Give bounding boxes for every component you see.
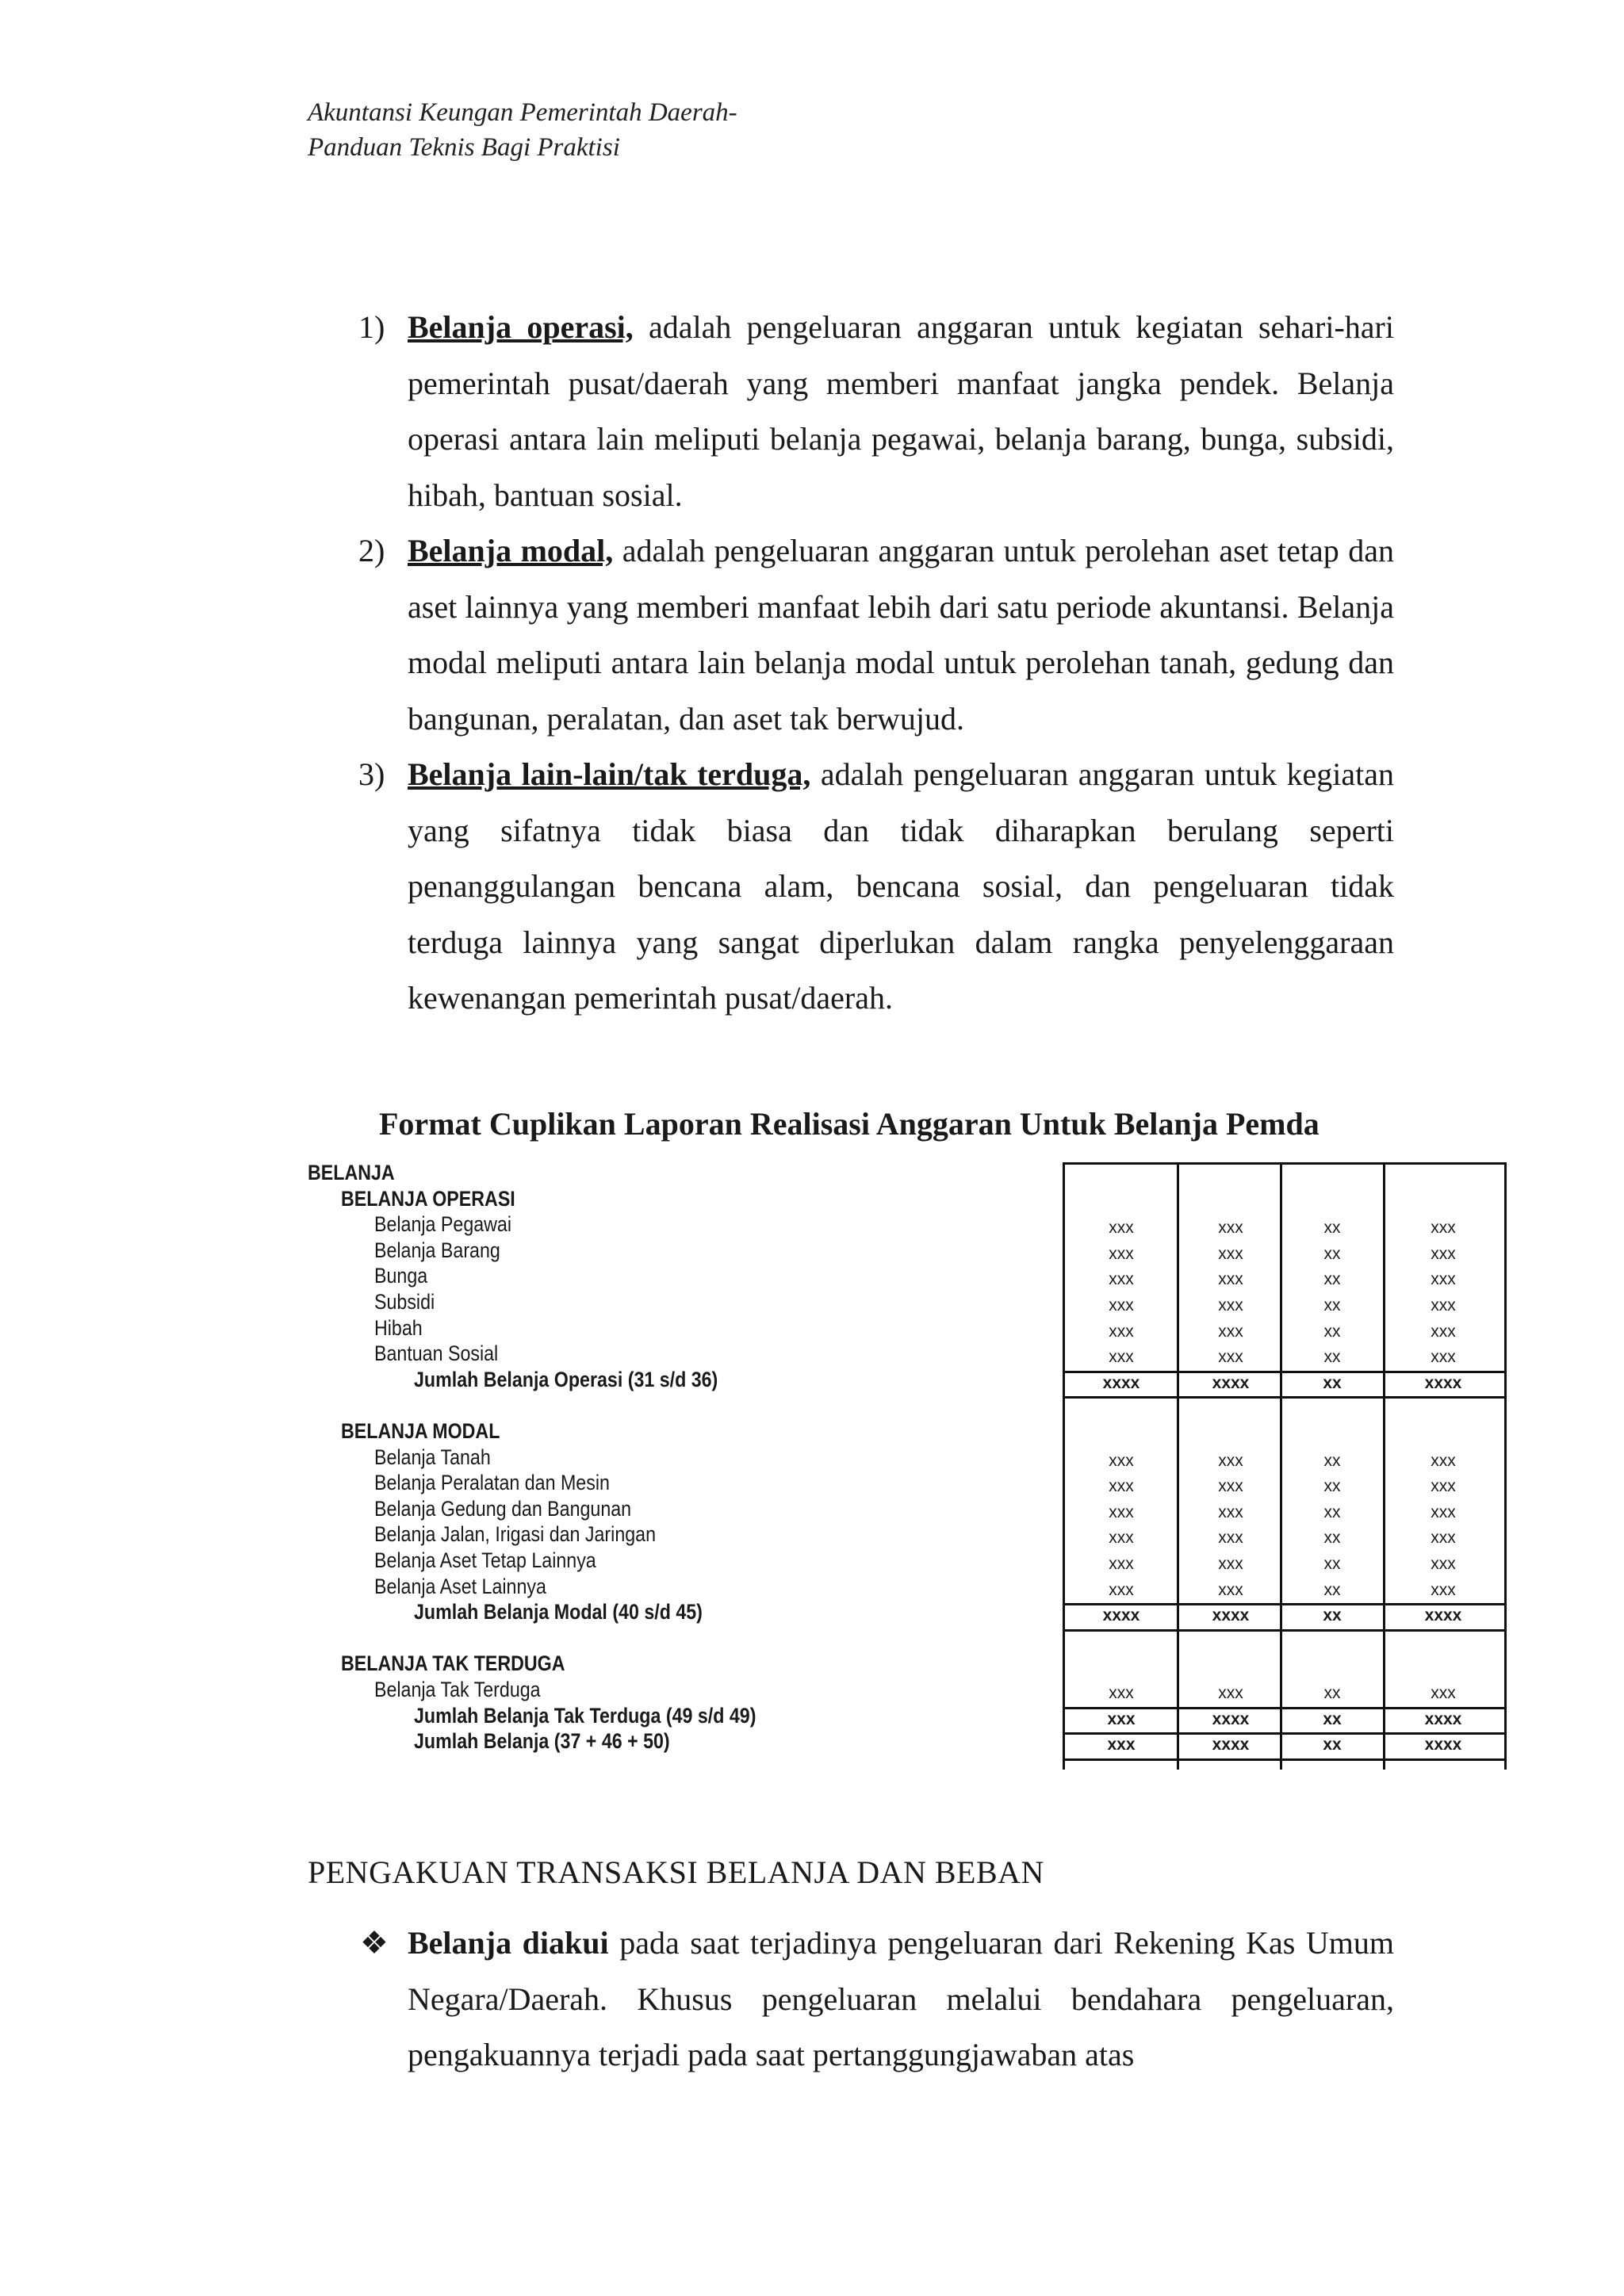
list-number: 1) (358, 309, 385, 345)
table-value-cell: xxxx (1424, 1709, 1462, 1728)
table-value-cell: xxx (1431, 1244, 1456, 1263)
table-total-label: Jumlah Belanja (37 + 46 + 50) (414, 1729, 670, 1754)
table-value-cell: xx (1323, 1244, 1341, 1263)
table-value-cell: xxx (1431, 1219, 1456, 1238)
bullet-bold-term: Belanja diakui (408, 1925, 609, 1961)
table-row-label: Belanja Barang (374, 1238, 500, 1262)
table-row-label: Subsidi (374, 1290, 435, 1314)
list-number: 2) (358, 533, 385, 568)
table-row-label: Belanja Aset Lainnya (374, 1574, 546, 1598)
table-total-rule (1063, 1732, 1507, 1735)
table-value-cell: xxx (1109, 1477, 1134, 1496)
table-value-cell: xx (1323, 1348, 1341, 1367)
table-total-rule (1063, 1371, 1507, 1373)
table-total-rule (1063, 1603, 1507, 1605)
table-value-cell: xxx (1109, 1348, 1134, 1367)
table-total-label: Jumlah Belanja Operasi (31 s/d 36) (414, 1367, 718, 1391)
table-value-cell: xxx (1218, 1270, 1243, 1289)
table-row-label: Belanja Tak Terduga (374, 1678, 541, 1701)
table-value-cell: xx (1323, 1709, 1342, 1728)
table-value-cell: xxx (1218, 1580, 1243, 1599)
table-value-cell: xx (1323, 1606, 1342, 1625)
bullet-paragraph (358, 1915, 1394, 2084)
table-value-cell: xxxx (1212, 1735, 1250, 1755)
table-value-cell: xxx (1431, 1451, 1456, 1470)
table-row-label: Belanja Aset Tetap Lainnya (374, 1548, 596, 1572)
table-total-label: Jumlah Belanja Modal (40 s/d 45) (414, 1600, 703, 1624)
table-value-cell: xx (1323, 1451, 1341, 1470)
table-value-cell: xxx (1109, 1322, 1134, 1341)
list-term: Belanja lain-lain/tak terduga, (408, 756, 811, 792)
table-value-cell: xxx (1109, 1270, 1134, 1289)
report-value-grid (1063, 1162, 1507, 1770)
table-value-cell: xxx (1109, 1244, 1134, 1263)
list-number: 3) (358, 756, 385, 792)
table-value-cell: xxx (1218, 1451, 1243, 1470)
table-value-cell: xxx (1431, 1322, 1456, 1341)
table-value-cell: xxx (1109, 1451, 1134, 1470)
table-value-cell: xxx (1218, 1477, 1243, 1496)
table-value-cell: xx (1323, 1580, 1341, 1599)
list-text: adalah pengeluaran anggaran untuk kegiatan yang sifatnya tidak biasa dan tidak diharapkan berulang seperti penanggulangan bencana alam, bencana sosial, dan pengeluaran tidak terduga lainnya yang sangat diperlukan dalam rangka penyelenggaraan kewenangan pemerintah pusat/daerah. (408, 756, 1394, 1016)
bullet-text: pada saat terjadinya pengeluaran dari Rekening Kas Umum Negara/Daerah. Khusus pengeluaran melalui bendahara pengeluaran, pengakuannya terjadi pada saat pertanggungjawaban atas (408, 1925, 1395, 2072)
table-value-cell: xx (1323, 1322, 1341, 1341)
list-item (358, 747, 1394, 1027)
diamond-bullet-icon: ❖ (360, 1925, 389, 1961)
table-value-cell: xxx (1109, 1219, 1134, 1238)
table-row-label: Belanja Pegawai (374, 1212, 511, 1237)
section-heading: PENGAKUAN TRANSAKSI BELANJA DAN BEBAN (308, 1854, 1044, 1890)
table-value-cell: xxx (1107, 1709, 1136, 1728)
table-value-cell: xx (1323, 1219, 1341, 1238)
table-row-label: Belanja Jalan, Irigasi dan Jaringan (374, 1522, 656, 1547)
table-value-cell: xxxx (1212, 1606, 1250, 1625)
table-value-cell: xx (1323, 1270, 1341, 1289)
table-value-cell: xxx (1109, 1684, 1134, 1702)
table-section-label: BELANJA (308, 1161, 395, 1184)
table-row-label: Bunga (374, 1264, 428, 1288)
table-column-rule (1383, 1162, 1385, 1770)
table-value-cell: xxxx (1424, 1606, 1462, 1625)
table-value-cell: xxx (1218, 1322, 1243, 1341)
table-value-cell: xxx (1218, 1348, 1243, 1367)
table-value-cell: xxx (1109, 1580, 1134, 1599)
table-value-cell: xxx (1431, 1348, 1456, 1367)
table-value-cell: xx (1323, 1735, 1342, 1755)
table-value-cell: xx (1323, 1502, 1341, 1521)
table-value-cell: xx (1323, 1555, 1341, 1573)
table-value-cell: xxx (1109, 1529, 1134, 1548)
list-text: adalah pengeluaran anggaran untuk kegiatan sehari-hari pemerintah pusat/daerah yang memberi manfaat jangka pendek. Belanja operasi antara lain meliputi belanja pegawai, belanja barang, bunga, subsidi, hibah, bantuan sosial. (408, 309, 1394, 513)
table-value-cell: xxx (1109, 1296, 1134, 1314)
table-value-cell: xxx (1431, 1580, 1456, 1599)
table-top-rule (1063, 1162, 1507, 1165)
table-row-label: Belanja Peralatan dan Mesin (374, 1471, 610, 1495)
table-total-rule (1063, 1758, 1507, 1761)
table-value-cell: xxx (1431, 1502, 1456, 1521)
header-line-2: Panduan Teknis Bagi Praktisi (308, 133, 620, 162)
table-value-cell: xx (1323, 1477, 1341, 1496)
table-value-cell: xxxx (1212, 1373, 1250, 1392)
table-value-cell: xxx (1431, 1270, 1456, 1289)
running-header (308, 95, 737, 165)
table-column-rule (1063, 1162, 1065, 1770)
table-total-rule (1063, 1396, 1507, 1399)
list-item (358, 523, 1394, 747)
table-value-cell: xxx (1218, 1555, 1243, 1573)
list-item (358, 300, 1394, 523)
table-value-cell: xxx (1218, 1219, 1243, 1238)
table-value-cell: xxx (1431, 1529, 1456, 1548)
list-term: Belanja modal, (408, 533, 614, 568)
table-value-cell: xx (1323, 1373, 1342, 1392)
table-value-cell: xxx (1431, 1296, 1456, 1314)
table-value-cell: xx (1323, 1684, 1341, 1702)
list-text: adalah pengeluaran anggaran untuk perolehan aset tetap dan aset lainnya yang memberi manfaat lebih dari satu periode akuntansi. Belanja modal meliputi antara lain belanja modal untuk perolehan tanah, gedung dan bangunan, peralatan, dan aset tak berwujud. (408, 533, 1395, 737)
belanja-definition-list (358, 300, 1394, 1027)
table-column-rule (1280, 1162, 1282, 1770)
table-total-rule (1063, 1707, 1507, 1709)
table-row-label: Belanja Gedung dan Bangunan (374, 1496, 632, 1521)
table-value-cell: xxx (1431, 1555, 1456, 1573)
table-value-cell: xxxx (1212, 1709, 1250, 1728)
list-term: Belanja operasi, (408, 309, 634, 345)
table-row-label: Hibah (374, 1315, 423, 1340)
table-row-label: Belanja Tanah (374, 1445, 491, 1469)
table-value-cell: xx (1323, 1296, 1341, 1314)
table-section-label: BELANJA OPERASI (341, 1186, 515, 1211)
table-total-label: Jumlah Belanja Tak Terduga (49 s/d 49) (414, 1703, 756, 1728)
table-section-label: BELANJA TAK TERDUGA (341, 1651, 565, 1676)
table-section-label: BELANJA MODAL (341, 1419, 500, 1443)
table-column-rule (1504, 1162, 1507, 1770)
table-value-cell: xxx (1218, 1684, 1243, 1702)
table-value-cell: xxx (1218, 1244, 1243, 1263)
table-value-cell: xxx (1218, 1529, 1243, 1548)
table-value-cell: xx (1323, 1529, 1341, 1548)
table-caption: Format Cuplikan Laporan Realisasi Anggaran Untuk Belanja Pemda (379, 1106, 1320, 1142)
table-value-cell: xxx (1431, 1684, 1456, 1702)
table-value-cell: xxxx (1424, 1735, 1462, 1755)
table-value-cell: xxxx (1102, 1373, 1140, 1392)
table-value-cell: xxx (1109, 1502, 1134, 1521)
header-line-1: Akuntansi Keungan Pemerintah Daerah- (308, 98, 737, 127)
table-value-cell: xxx (1218, 1296, 1243, 1314)
table-value-cell: xxx (1109, 1555, 1134, 1573)
table-row-label: Bantuan Sosial (374, 1341, 499, 1366)
table-total-rule (1063, 1629, 1507, 1632)
table-value-cell: xxx (1107, 1735, 1136, 1755)
table-value-cell: xxxx (1424, 1373, 1462, 1392)
table-value-cell: xxx (1431, 1477, 1456, 1496)
table-value-cell: xxxx (1102, 1606, 1140, 1625)
table-column-rule (1177, 1162, 1179, 1770)
table-value-cell: xxx (1218, 1502, 1243, 1521)
